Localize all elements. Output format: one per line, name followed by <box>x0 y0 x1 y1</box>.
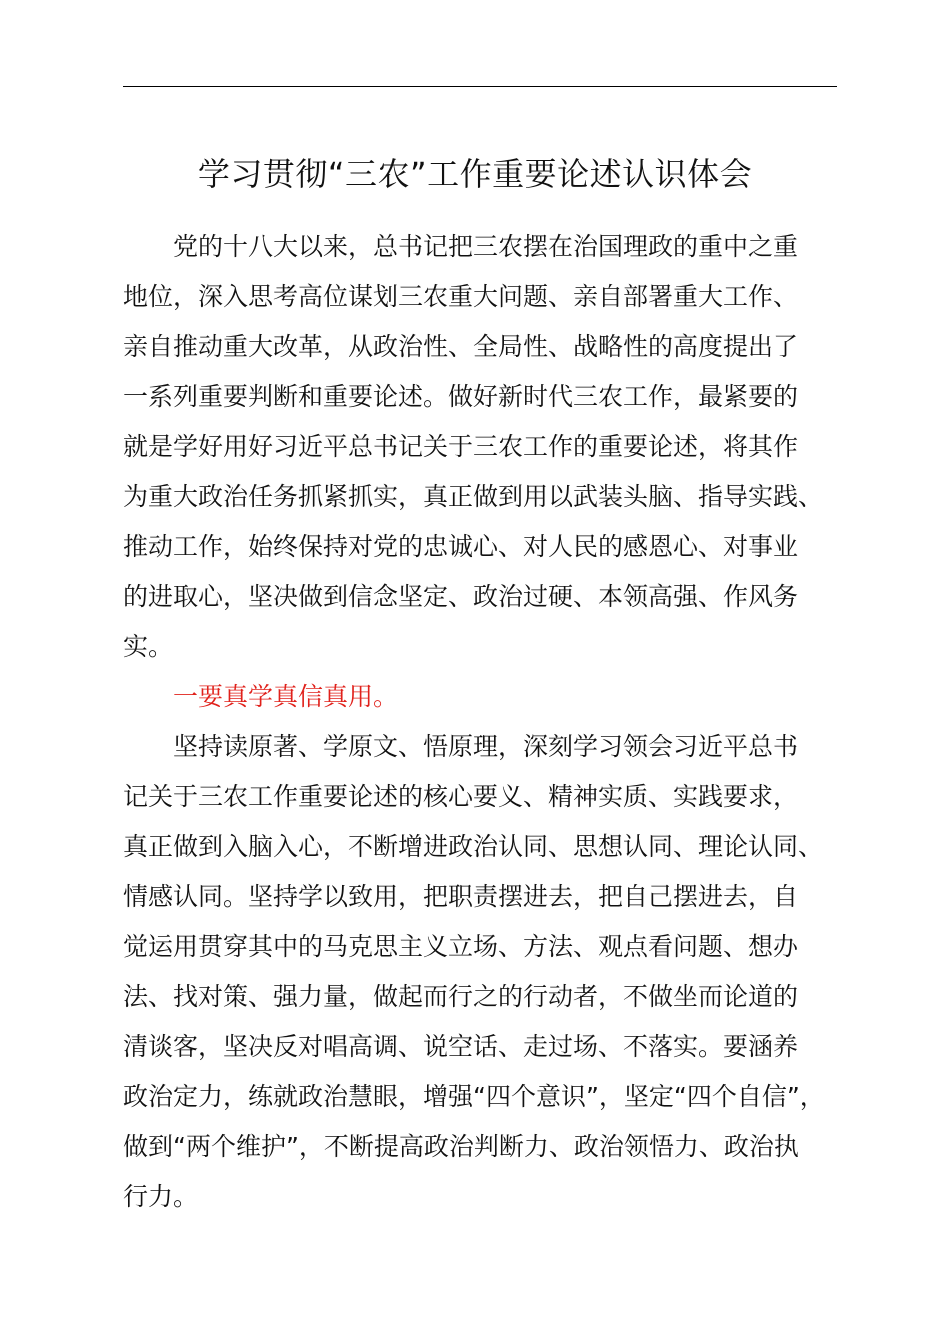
paragraph-line: 一系列重要判断和重要论述。做好新时代三农工作，最紧要的 <box>123 382 799 411</box>
paragraph-line: 地位，深入思考高位谋划三农重大问题、亲自部署重大工作、 <box>123 282 799 311</box>
paragraph-line: 为重大政治任务抓紧抓实，真正做到用以武装头脑、指导实践、 <box>123 482 824 511</box>
document-title: 学习贯彻“三农”工作重要论述认识体会 <box>197 155 753 193</box>
paragraph-line: 法、找对策、强力量，做起而行之的行动者，不做坐而论道的 <box>123 982 799 1011</box>
paragraph-intro <box>123 222 837 672</box>
paragraph-line: 政治定力，练就政治慧眼，增强“四个意识”，坚定“四个自信”， <box>123 1082 825 1111</box>
section-heading-1: 一要真学真信真用。 <box>173 682 399 711</box>
header-rule <box>123 86 837 87</box>
paragraph-line: 真正做到入脑入心，不断增进政治认同、思想认同、理论认同、 <box>123 832 824 861</box>
paragraph-line: 实。 <box>123 632 174 661</box>
paragraph-line: 就是学好用好习近平总书记关于三农工作的重要论述，将其作 <box>123 432 799 461</box>
paragraph-line: 亲自推动重大改革，从政治性、全局性、战略性的高度提出了 <box>123 332 799 361</box>
paragraph-line: 做到“两个维护”，不断提高政治判断力、政治领悟力、政治执 <box>123 1132 799 1161</box>
paragraph-line: 记关于三农工作重要论述的核心要义、精神实质、实践要求， <box>123 782 799 811</box>
paragraph-line: 觉运用贯穿其中的马克思主义立场、方法、观点看问题、想办 <box>123 932 799 961</box>
paragraph-line: 情感认同。坚持学以致用，把职责摆进去，把自己摆进去，自 <box>123 882 799 911</box>
paragraph-line: 行力。 <box>123 1182 199 1211</box>
paragraph-line: 清谈客，坚决反对唱高调、说空话、走过场、不落实。要涵养 <box>123 1032 799 1061</box>
paragraph-line: 坚持读原著、学原文、悟原理，深刻学习领会习近平总书 <box>173 732 799 761</box>
section-heading-block <box>123 672 837 722</box>
paragraph-line: 的进取心，坚决做到信念坚定、政治过硬、本领高强、作风务 <box>123 582 799 611</box>
paragraph-line: 党的十八大以来，总书记把三农摆在治国理政的重中之重 <box>173 232 799 261</box>
paragraph-section1 <box>123 722 837 1222</box>
paragraph-line: 推动工作，始终保持对党的忠诚心、对人民的感恩心、对事业 <box>123 532 799 561</box>
